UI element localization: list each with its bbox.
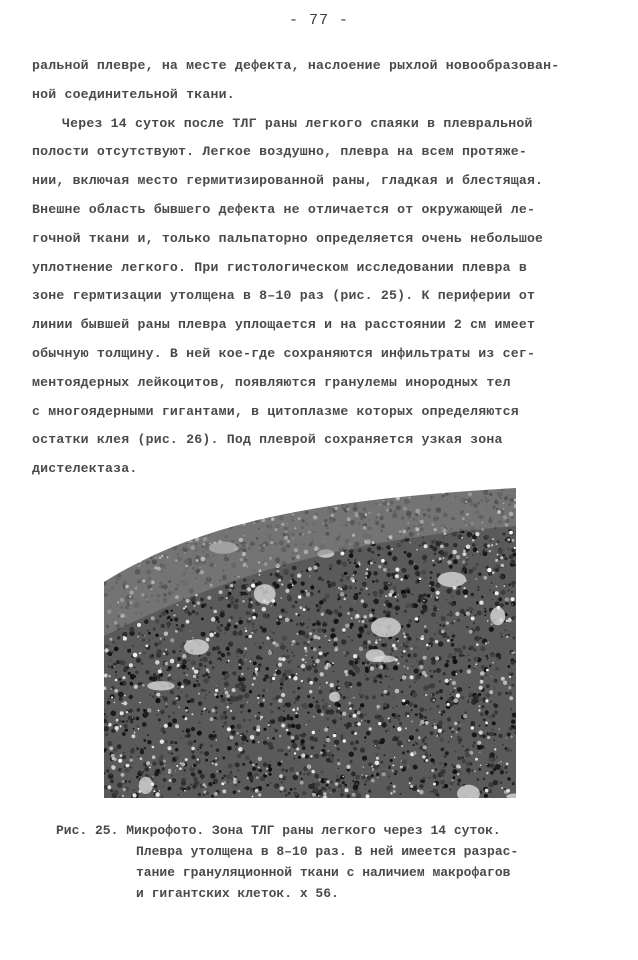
- text-line: ментоядерных лейкоцитов, появляются гранулемы инородных тел: [32, 374, 511, 390]
- text-line: с многоядерными гигантами, в цитоплазме которых определяются: [32, 403, 519, 419]
- text-line: ральной плевре, на месте дефекта, наслоение рыхлой новообразован-: [32, 58, 560, 73]
- text-line: дистелектаза.: [32, 461, 138, 477]
- text-line: нии, включая место гермитизированной раны, гладкая и блестящая.: [32, 173, 544, 189]
- text-line: уплотнение легкого. При гистологическом исследовании плевра в: [32, 259, 527, 275]
- text-line: Через 14 суток после ТЛГ раны легкого спаяки в плевральной: [62, 115, 533, 131]
- caption-line: тание грануляционной ткани с наличием макрофагов: [136, 865, 511, 880]
- page-number: - 77 -: [288, 12, 349, 29]
- caption-line: Плевра утолщена в 8–10 раз. В ней имеется разрас-: [136, 844, 519, 859]
- text-line: полости отсутствуют. Легкое воздушно, плевра на всем протяже-: [32, 144, 527, 160]
- text-line: ной соединительной ткани.: [32, 86, 235, 102]
- text-line: остатки клея (рис. 26). Под плеврой сохраняется узкая зона: [32, 432, 503, 448]
- caption-line: Рис. 25. Микрофото. Зона ТЛГ раны легкого через 14 суток.: [56, 823, 501, 838]
- text-line: зоне гермтизации утолщена в 8–10 раз (рис. 25). К периферии от: [32, 288, 536, 304]
- text-line: линии бывшей раны плевра уплощается и на расстоянии 2 см имеет: [32, 317, 536, 333]
- text-line: обычную толщину. В ней кое-где сохраняются инфильтраты из сег-: [32, 345, 536, 361]
- text-line: Внешне область бывшего дефекта не отличается от окружающей ле-: [32, 201, 536, 217]
- micrograph-image: [104, 486, 516, 798]
- micrograph-figure: [104, 486, 516, 798]
- body-paragraph: [32, 52, 607, 484]
- figure-caption: [56, 820, 596, 904]
- text-line: гочной ткани и, только пальпаторно определяется очень небольшое: [32, 230, 544, 246]
- caption-line: и гигантских клеток. х 56.: [136, 886, 339, 901]
